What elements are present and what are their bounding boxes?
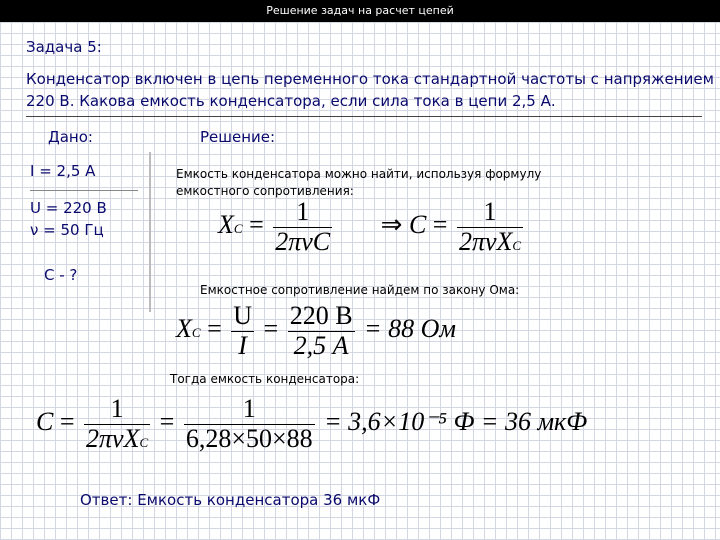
formula2-fraction-symbolic	[231, 302, 254, 360]
reactance-formula	[218, 198, 526, 256]
formula3-den1-main: 2πνX	[86, 423, 140, 453]
formula3-num1: 1	[84, 395, 150, 425]
formula3-num2: 1	[184, 395, 315, 425]
formula3-fraction-numeric	[184, 395, 315, 453]
answer-text: Емкость конденсатора 36 мкФ	[137, 491, 381, 509]
task-title: Задача 5:	[26, 38, 102, 56]
solution-note-capacitance: Тогда емкость конденсатора:	[170, 372, 360, 386]
formula2-fraction-numeric	[288, 302, 355, 360]
formula1-lhs: X	[218, 210, 234, 240]
given-current: I = 2,5 А	[30, 162, 96, 180]
formula3-eq2: =	[159, 407, 175, 437]
solution-note-formula: Емкость конденсатора можно найти, используя формулу емкостного сопротивления:	[176, 167, 542, 198]
formula1-lhs-sub: C	[233, 221, 243, 237]
given-frequency: ν = 50 Гц	[30, 221, 104, 239]
formula1-eq: =	[249, 210, 264, 240]
formula2-num1: U	[233, 301, 253, 330]
formula1-denominator: 2πνC	[275, 226, 331, 256]
answer-line	[80, 491, 380, 509]
formula3-den2: 6,28×50×88	[185, 423, 313, 453]
formula2-num2: 220 В	[289, 301, 353, 330]
formula1-rhs-fraction	[457, 198, 523, 256]
formula1-rhs-den-main: 2πνX	[458, 226, 513, 256]
formula2-den2: 2,5 А	[293, 330, 349, 360]
formula3-lhs: C	[36, 407, 54, 437]
formula3-den1	[84, 425, 150, 454]
formula2-eq: =	[207, 314, 222, 344]
solution-heading: Решение:	[200, 128, 276, 146]
formula1-rhs-den-sub: C	[512, 237, 522, 253]
formula3-eq: =	[59, 407, 75, 437]
capacitance-formula	[36, 395, 587, 453]
ohm-law-formula	[176, 302, 456, 360]
formula3-result: = 3,6×10⁻⁵ Ф = 36 мкФ	[324, 407, 588, 437]
slide-header-title: Решение задач на расчет цепей	[266, 4, 454, 17]
formula1-rhs-var: C	[408, 210, 427, 240]
given-voltage: U = 220 В	[30, 199, 107, 217]
column-divider	[149, 152, 151, 312]
formula2-eq2: =	[263, 314, 279, 344]
formula1-rhs-denominator	[457, 228, 523, 257]
formula3-fraction-symbolic	[84, 395, 150, 453]
given-heading: Дано:	[48, 128, 93, 146]
task-divider	[26, 116, 702, 117]
implies-icon: ⇒	[380, 210, 403, 240]
formula2-lhs: X	[176, 314, 192, 344]
formula2-lhs-sub: C	[191, 325, 201, 341]
task-statement: Конденсатор включен в цепь переменного тока стандартной частоты с напряжением 220 В. Какова емкость конденсатора, если сила тока в цепи 2,5 А.	[26, 70, 714, 110]
formula1-rhs-eq: =	[432, 210, 448, 240]
find-capacitance: С - ?	[44, 266, 78, 284]
given-divider	[30, 190, 138, 191]
solution-note-ohm: Емкостное сопротивление найдем по закону Ома:	[200, 283, 520, 297]
formula3-den1-sub: C	[139, 434, 149, 450]
formula2-result: = 88 Ом	[364, 314, 456, 344]
formula1-rhs-numerator: 1	[457, 198, 523, 228]
formula1-numerator: 1	[273, 198, 332, 228]
formula2-den1: I	[238, 330, 247, 360]
answer-label: Ответ:	[80, 491, 133, 509]
slide-header	[0, 0, 720, 22]
formula1-fraction	[273, 198, 332, 256]
